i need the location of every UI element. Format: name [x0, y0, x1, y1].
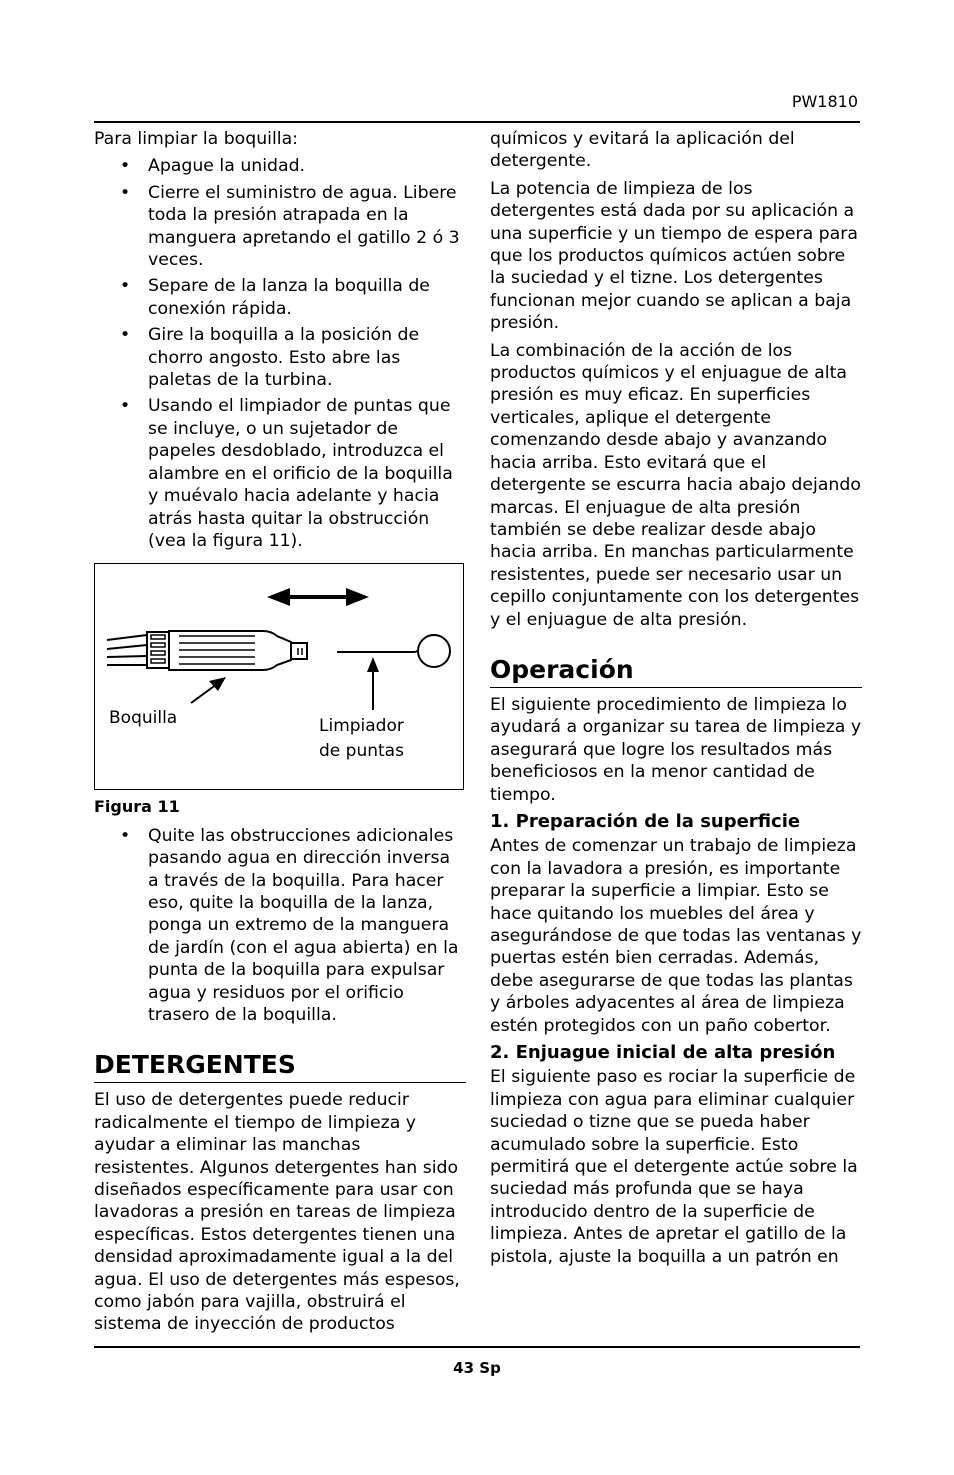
- list-item: • Separe de la lanza la boquilla de conexión rápida.: [120, 276, 430, 319]
- bullet-icon: •: [120, 396, 131, 417]
- tip-cleaner-label-line1: Limpiador: [319, 716, 404, 737]
- nozzle-cleaning-steps: [94, 155, 466, 552]
- bullet-icon: •: [120, 325, 131, 346]
- nozzle-pointer-arrow-icon: [191, 677, 226, 703]
- bullet-icon: •: [120, 156, 131, 177]
- cleaner-pointer-arrow-icon: [367, 657, 379, 710]
- surface-prep-paragraph: Antes de comenzar un trabajo de limpieza con la lavadora a presión, es importante preparar la superficie a limpiar. Esto se hace quitando los muebles del área y asegurándose de que todas las ventanas y puertas estén bien cerradas. Además, debe asegurarse de que todas las plantas y árboles adyacentes al área de limpieza estén protegidos con un paño cobertor.: [490, 836, 862, 1036]
- detergentes-continued: químicos y evitará la aplicación del detergente.: [490, 129, 795, 172]
- nozzle-icon: [147, 631, 307, 670]
- detergentes-heading: DETERGENTES: [94, 1050, 466, 1083]
- left-column: [94, 128, 466, 1341]
- list-item: • Gire la boquilla a la posición de chorro angosto. Esto abre las paletas de la turbina.: [120, 325, 420, 391]
- page-number: 43 Sp: [453, 1359, 501, 1377]
- tip-cleaner-label-line2: de puntas: [319, 741, 404, 762]
- double-arrow-icon: [267, 588, 369, 606]
- detergent-power-paragraph: La potencia de limpieza de los detergentes está dada por su aplicación a una superficie y un tiempo de espera para que los productos químicos actúen sobre la suciedad y el tizne. Los detergentes funcionan mejor cuando se aplican a baja presión.: [490, 178, 858, 334]
- figure-11-nozzle-diagram: [94, 563, 464, 790]
- footer-rule: [94, 1346, 860, 1348]
- operacion-paragraph: El siguiente procedimiento de limpieza lo ayudará a organizar su tarea de limpieza y asegurará que logre los resultados más beneficiosos en la menor cantidad de tiempo.: [490, 694, 862, 805]
- figure-caption: Figura 11: [94, 797, 180, 817]
- nozzle-cleaning-intro: Para limpiar la boquilla:: [94, 129, 298, 149]
- bullet-icon: •: [120, 825, 131, 846]
- operacion-heading: Operación: [490, 655, 862, 688]
- detergentes-paragraph: El uso de detergentes puede reducir radicalmente el tiempo de limpieza y ayudar a eliminar las manchas resistentes. Algunos detergentes han sido diseñados específicamente para usar con lavadoras a presión en tareas de limpieza específicas. Estos detergentes tienen una densidad aproximadamente igual a la del agua. El uso de detergentes más espesos, como jabón para vajilla, obstruirá el sistema de inyección de productos: [94, 1090, 460, 1335]
- detergent-combination-paragraph: La combinación de la acción de los productos químicos y el enjuague de alta presión es muy eficaz. En superficies verticales, aplique el detergente comenzando desde abajo y avanzando hacia arriba. Esto evitará que el detergente se escurra hacia abajo dejando marcas. El enjuague de alta presión también se debe realizar desde abajo hacia arriba. En manchas particularmente resistentes, puede ser necesario usar un cepillo conjuntamente con los detergentes y el enjuague de alta presión.: [490, 340, 861, 630]
- list-item: • Apague la unidad.: [120, 156, 306, 177]
- bullet-icon: •: [120, 276, 131, 297]
- header-rule: [94, 121, 860, 123]
- initial-rinse-heading: 2. Enjuague inicial de alta presión: [490, 1042, 836, 1064]
- model-number: PW1810: [791, 92, 858, 111]
- tip-cleaner-icon: [337, 635, 450, 667]
- list-item: • Cierre el suministro de agua. Libere toda la presión atrapada en la manguera apretando el gatillo 2 ó 3 veces.: [120, 182, 460, 271]
- nozzle-label: Boquilla: [109, 708, 178, 729]
- bullet-icon: •: [120, 182, 131, 203]
- right-column: [490, 128, 862, 1273]
- surface-prep-heading: 1. Preparación de la superficie: [490, 810, 801, 832]
- list-item: • Usando el limpiador de puntas que se incluye, o un sujetador de papeles desdoblado, introduzca el alambre en el orificio de la boquilla y muévalo hacia adelante y hacia atrás hasta quitar la obstrucción (vea la figura 11).: [120, 396, 453, 551]
- hose-icon: [107, 635, 147, 665]
- nozzle-illustration: [95, 564, 463, 789]
- list-item: • Quite las obstrucciones adicionales pasando agua en dirección inversa a través de la boquilla. Para hacer eso, quite la boquilla de la lanza, ponga un extremo de la manguera de jardín (con el agua abierta) en la punta de la boquilla para expulsar agua y residuos por el orificio trasero de la boquilla.: [120, 825, 459, 1025]
- additional-steps: [94, 825, 466, 1027]
- initial-rinse-paragraph: El siguiente paso es rociar la superficie de limpieza con agua para eliminar cualquier suciedad o tizne que se pueda haber acumulado sobre la superficie. Esto permitirá que el detergente actúe sobre la suciedad más profunda que se haya introducido dentro de la superficie de limpieza. Antes de apretar el gatillo de la pistola, ajuste la boquilla a un patrón en: [490, 1067, 858, 1267]
